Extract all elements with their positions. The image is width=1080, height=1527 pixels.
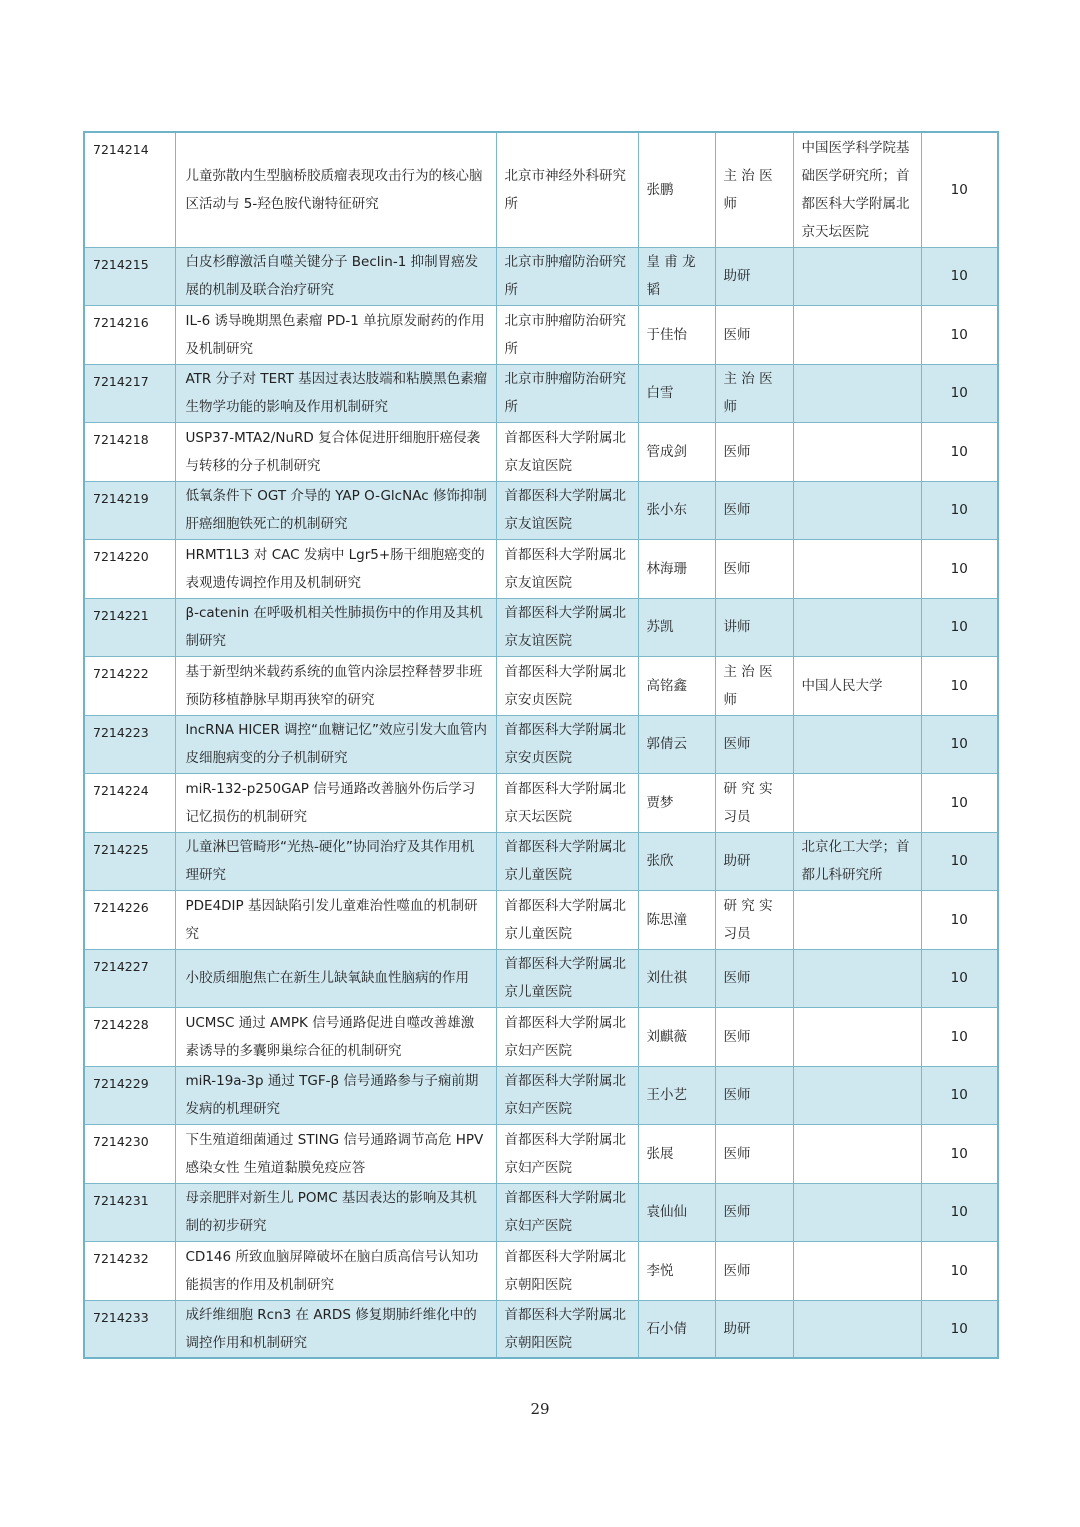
professional-title-cell: 医师 bbox=[715, 422, 793, 481]
professional-title-cell: 医师 bbox=[715, 481, 793, 539]
professional-title-cell: 医师 bbox=[715, 305, 793, 364]
grant-table-wrapper bbox=[83, 131, 997, 1359]
professional-title-cell: 助研 bbox=[715, 832, 793, 890]
project-id-cell: 7214231 bbox=[84, 1183, 175, 1241]
applicant-name-cell: 皇 甫 龙韬 bbox=[638, 247, 715, 305]
funding-amount-cell: 10 bbox=[921, 1007, 998, 1066]
institution-cell: 首都医科大学附属北京安贞医院 bbox=[496, 715, 638, 773]
funding-amount-cell: 10 bbox=[921, 949, 998, 1007]
professional-title-cell: 医师 bbox=[715, 1124, 793, 1183]
institution-cell: 首都医科大学附属北京天坛医院 bbox=[496, 773, 638, 832]
funding-amount-cell: 10 bbox=[921, 1124, 998, 1183]
partner-institution-cell bbox=[793, 1066, 921, 1124]
table-row bbox=[84, 1241, 998, 1300]
funding-amount-cell: 10 bbox=[921, 832, 998, 890]
applicant-name-cell: 郭倩云 bbox=[638, 715, 715, 773]
project-title-cell: UCMSC 通过 AMPK 信号通路促进自噬改善雄激素诱导的多囊卵巢综合征的机制研究 bbox=[175, 1007, 496, 1066]
table-row bbox=[84, 1066, 998, 1124]
partner-institution-cell bbox=[793, 1183, 921, 1241]
professional-title-cell: 主 治 医师 bbox=[715, 132, 793, 247]
applicant-name-cell: 李悦 bbox=[638, 1241, 715, 1300]
professional-title-cell: 医师 bbox=[715, 1241, 793, 1300]
funding-amount-cell: 10 bbox=[921, 1241, 998, 1300]
partner-institution-cell bbox=[793, 1300, 921, 1358]
institution-cell: 首都医科大学附属北京妇产医院 bbox=[496, 1183, 638, 1241]
table-row bbox=[84, 656, 998, 715]
project-title-cell: 小胶质细胞焦亡在新生儿缺氧缺血性脑病的作用 bbox=[175, 949, 496, 1007]
institution-cell: 首都医科大学附属北京儿童医院 bbox=[496, 949, 638, 1007]
project-id-cell: 7214216 bbox=[84, 305, 175, 364]
table-row bbox=[84, 890, 998, 949]
project-id-cell: 7214232 bbox=[84, 1241, 175, 1300]
applicant-name-cell: 张展 bbox=[638, 1124, 715, 1183]
project-title-cell: HRMT1L3 对 CAC 发病中 Lgr5+肠干细胞癌变的表观遗传调控作用及机制研究 bbox=[175, 539, 496, 598]
funding-amount-cell: 10 bbox=[921, 247, 998, 305]
funding-amount-cell: 10 bbox=[921, 598, 998, 656]
applicant-name-cell: 袁仙仙 bbox=[638, 1183, 715, 1241]
partner-institution-cell bbox=[793, 539, 921, 598]
table-row bbox=[84, 481, 998, 539]
funding-amount-cell: 10 bbox=[921, 539, 998, 598]
partner-institution-cell bbox=[793, 305, 921, 364]
project-id-cell: 7214229 bbox=[84, 1066, 175, 1124]
partner-institution-cell bbox=[793, 598, 921, 656]
applicant-name-cell: 石小倩 bbox=[638, 1300, 715, 1358]
funding-amount-cell: 10 bbox=[921, 364, 998, 422]
professional-title-cell: 医师 bbox=[715, 1066, 793, 1124]
applicant-name-cell: 王小艺 bbox=[638, 1066, 715, 1124]
project-title-cell: CD146 所致血脑屏障破坏在脑白质高信号认知功能损害的作用及机制研究 bbox=[175, 1241, 496, 1300]
institution-cell: 首都医科大学附属北京儿童医院 bbox=[496, 890, 638, 949]
project-title-cell: ATR 分子对 TERT 基因过表达肢端和粘膜黑色素瘤生物学功能的影响及作用机制研究 bbox=[175, 364, 496, 422]
institution-cell: 首都医科大学附属北京妇产医院 bbox=[496, 1066, 638, 1124]
professional-title-cell: 医师 bbox=[715, 539, 793, 598]
institution-cell: 首都医科大学附属北京友谊医院 bbox=[496, 539, 638, 598]
professional-title-cell: 助研 bbox=[715, 247, 793, 305]
applicant-name-cell: 林海珊 bbox=[638, 539, 715, 598]
project-title-cell: 低氧条件下 OGT 介导的 YAP O-GlcNAc 修饰抑制肝癌细胞铁死亡的机制研究 bbox=[175, 481, 496, 539]
partner-institution-cell bbox=[793, 715, 921, 773]
funding-amount-cell: 10 bbox=[921, 481, 998, 539]
institution-cell: 北京市肿瘤防治研究所 bbox=[496, 364, 638, 422]
table-row bbox=[84, 539, 998, 598]
table-row bbox=[84, 832, 998, 890]
partner-institution-cell: 中国人民大学 bbox=[793, 656, 921, 715]
funding-amount-cell: 10 bbox=[921, 1183, 998, 1241]
project-id-cell: 7214228 bbox=[84, 1007, 175, 1066]
professional-title-cell: 主 治 医师 bbox=[715, 656, 793, 715]
institution-cell: 首都医科大学附属北京朝阳医院 bbox=[496, 1300, 638, 1358]
table-row bbox=[84, 247, 998, 305]
professional-title-cell: 主 治 医师 bbox=[715, 364, 793, 422]
funding-amount-cell: 10 bbox=[921, 715, 998, 773]
partner-institution-cell bbox=[793, 422, 921, 481]
funding-amount-cell: 10 bbox=[921, 132, 998, 247]
project-title-cell: 白皮杉醇激活自噬关键分子 Beclin-1 抑制胃癌发展的机制及联合治疗研究 bbox=[175, 247, 496, 305]
table-row bbox=[84, 949, 998, 1007]
funding-amount-cell: 10 bbox=[921, 305, 998, 364]
table-row bbox=[84, 305, 998, 364]
project-title-cell: β-catenin 在呼吸机相关性肺损伤中的作用及其机制研究 bbox=[175, 598, 496, 656]
partner-institution-cell bbox=[793, 481, 921, 539]
table-row bbox=[84, 1300, 998, 1358]
project-id-cell: 7214222 bbox=[84, 656, 175, 715]
project-id-cell: 7214226 bbox=[84, 890, 175, 949]
project-id-cell: 7214223 bbox=[84, 715, 175, 773]
partner-institution-cell bbox=[793, 247, 921, 305]
project-id-cell: 7214233 bbox=[84, 1300, 175, 1358]
applicant-name-cell: 苏凯 bbox=[638, 598, 715, 656]
applicant-name-cell: 刘麒薇 bbox=[638, 1007, 715, 1066]
professional-title-cell: 医师 bbox=[715, 1183, 793, 1241]
partner-institution-cell bbox=[793, 949, 921, 1007]
project-id-cell: 7214221 bbox=[84, 598, 175, 656]
project-title-cell: 基于新型纳米载药系统的血管内涂层控释替罗非班预防移植静脉早期再狭窄的研究 bbox=[175, 656, 496, 715]
institution-cell: 北京市肿瘤防治研究所 bbox=[496, 247, 638, 305]
project-title-cell: USP37-MTA2/NuRD 复合体促进肝细胞肝癌侵袭与转移的分子机制研究 bbox=[175, 422, 496, 481]
table-row bbox=[84, 1124, 998, 1183]
project-id-cell: 7214220 bbox=[84, 539, 175, 598]
funding-amount-cell: 10 bbox=[921, 1300, 998, 1358]
project-title-cell: 成纤维细胞 Rcn3 在 ARDS 修复期肺纤维化中的调控作用和机制研究 bbox=[175, 1300, 496, 1358]
grant-table-body bbox=[84, 132, 998, 1358]
applicant-name-cell: 刘仕祺 bbox=[638, 949, 715, 1007]
table-row bbox=[84, 1007, 998, 1066]
grant-table bbox=[83, 131, 999, 1359]
project-id-cell: 7214225 bbox=[84, 832, 175, 890]
project-title-cell: IL-6 诱导晚期黑色素瘤 PD-1 单抗原发耐药的作用及机制研究 bbox=[175, 305, 496, 364]
professional-title-cell: 医师 bbox=[715, 715, 793, 773]
project-title-cell: 儿童弥散内生型脑桥胶质瘤表现攻击行为的核心脑区活动与 5-羟色胺代谢特征研究 bbox=[175, 132, 496, 247]
funding-amount-cell: 10 bbox=[921, 656, 998, 715]
institution-cell: 首都医科大学附属北京妇产医院 bbox=[496, 1124, 638, 1183]
applicant-name-cell: 张小东 bbox=[638, 481, 715, 539]
applicant-name-cell: 张欣 bbox=[638, 832, 715, 890]
professional-title-cell: 医师 bbox=[715, 1007, 793, 1066]
institution-cell: 北京市肿瘤防治研究所 bbox=[496, 305, 638, 364]
project-id-cell: 7214218 bbox=[84, 422, 175, 481]
project-id-cell: 7214227 bbox=[84, 949, 175, 1007]
project-title-cell: 儿童淋巴管畸形“光热-硬化”协同治疗及其作用机理研究 bbox=[175, 832, 496, 890]
project-title-cell: 母亲肥胖对新生儿 POMC 基因表达的影响及其机制的初步研究 bbox=[175, 1183, 496, 1241]
project-id-cell: 7214219 bbox=[84, 481, 175, 539]
institution-cell: 首都医科大学附属北京儿童医院 bbox=[496, 832, 638, 890]
table-row bbox=[84, 1183, 998, 1241]
partner-institution-cell: 北京化工大学；首都儿科研究所 bbox=[793, 832, 921, 890]
applicant-name-cell: 贾梦 bbox=[638, 773, 715, 832]
partner-institution-cell bbox=[793, 1241, 921, 1300]
professional-title-cell: 研 究 实习员 bbox=[715, 773, 793, 832]
professional-title-cell: 医师 bbox=[715, 949, 793, 1007]
table-row bbox=[84, 364, 998, 422]
project-id-cell: 7214215 bbox=[84, 247, 175, 305]
applicant-name-cell: 管成剑 bbox=[638, 422, 715, 481]
table-row bbox=[84, 422, 998, 481]
page-number: 29 bbox=[530, 1400, 550, 1418]
institution-cell: 首都医科大学附属北京妇产医院 bbox=[496, 1007, 638, 1066]
applicant-name-cell: 于佳怡 bbox=[638, 305, 715, 364]
partner-institution-cell bbox=[793, 773, 921, 832]
project-id-cell: 7214230 bbox=[84, 1124, 175, 1183]
partner-institution-cell bbox=[793, 1124, 921, 1183]
project-title-cell: lncRNA HICER 调控“血糖记忆”效应引发大血管内皮细胞病变的分子机制研究 bbox=[175, 715, 496, 773]
funding-amount-cell: 10 bbox=[921, 422, 998, 481]
project-id-cell: 7214224 bbox=[84, 773, 175, 832]
applicant-name-cell: 张鹏 bbox=[638, 132, 715, 247]
institution-cell: 首都医科大学附属北京安贞医院 bbox=[496, 656, 638, 715]
applicant-name-cell: 高铭鑫 bbox=[638, 656, 715, 715]
table-row bbox=[84, 132, 998, 247]
partner-institution-cell bbox=[793, 890, 921, 949]
professional-title-cell: 讲师 bbox=[715, 598, 793, 656]
professional-title-cell: 研 究 实习员 bbox=[715, 890, 793, 949]
institution-cell: 北京市神经外科研究所 bbox=[496, 132, 638, 247]
funding-amount-cell: 10 bbox=[921, 1066, 998, 1124]
partner-institution-cell: 中国医学科学院基础医学研究所；首都医科大学附属北京天坛医院 bbox=[793, 132, 921, 247]
project-id-cell: 7214217 bbox=[84, 364, 175, 422]
funding-amount-cell: 10 bbox=[921, 773, 998, 832]
applicant-name-cell: 白雪 bbox=[638, 364, 715, 422]
project-title-cell: PDE4DIP 基因缺陷引发儿童难治性噬血的机制研究 bbox=[175, 890, 496, 949]
partner-institution-cell bbox=[793, 1007, 921, 1066]
institution-cell: 首都医科大学附属北京朝阳医院 bbox=[496, 1241, 638, 1300]
partner-institution-cell bbox=[793, 364, 921, 422]
project-id-cell: 7214214 bbox=[84, 132, 175, 247]
funding-amount-cell: 10 bbox=[921, 890, 998, 949]
table-row bbox=[84, 773, 998, 832]
project-title-cell: 下生殖道细菌通过 STING 信号通路调节高危 HPV 感染女性 生殖道黏膜免疫应答 bbox=[175, 1124, 496, 1183]
project-title-cell: miR-19a-3p 通过 TGF-β 信号通路参与子痫前期发病的机理研究 bbox=[175, 1066, 496, 1124]
table-row bbox=[84, 598, 998, 656]
institution-cell: 首都医科大学附属北京友谊医院 bbox=[496, 422, 638, 481]
project-title-cell: miR-132-p250GAP 信号通路改善脑外伤后学习记忆损伤的机制研究 bbox=[175, 773, 496, 832]
institution-cell: 首都医科大学附属北京友谊医院 bbox=[496, 481, 638, 539]
table-row bbox=[84, 715, 998, 773]
institution-cell: 首都医科大学附属北京友谊医院 bbox=[496, 598, 638, 656]
applicant-name-cell: 陈思潼 bbox=[638, 890, 715, 949]
professional-title-cell: 助研 bbox=[715, 1300, 793, 1358]
